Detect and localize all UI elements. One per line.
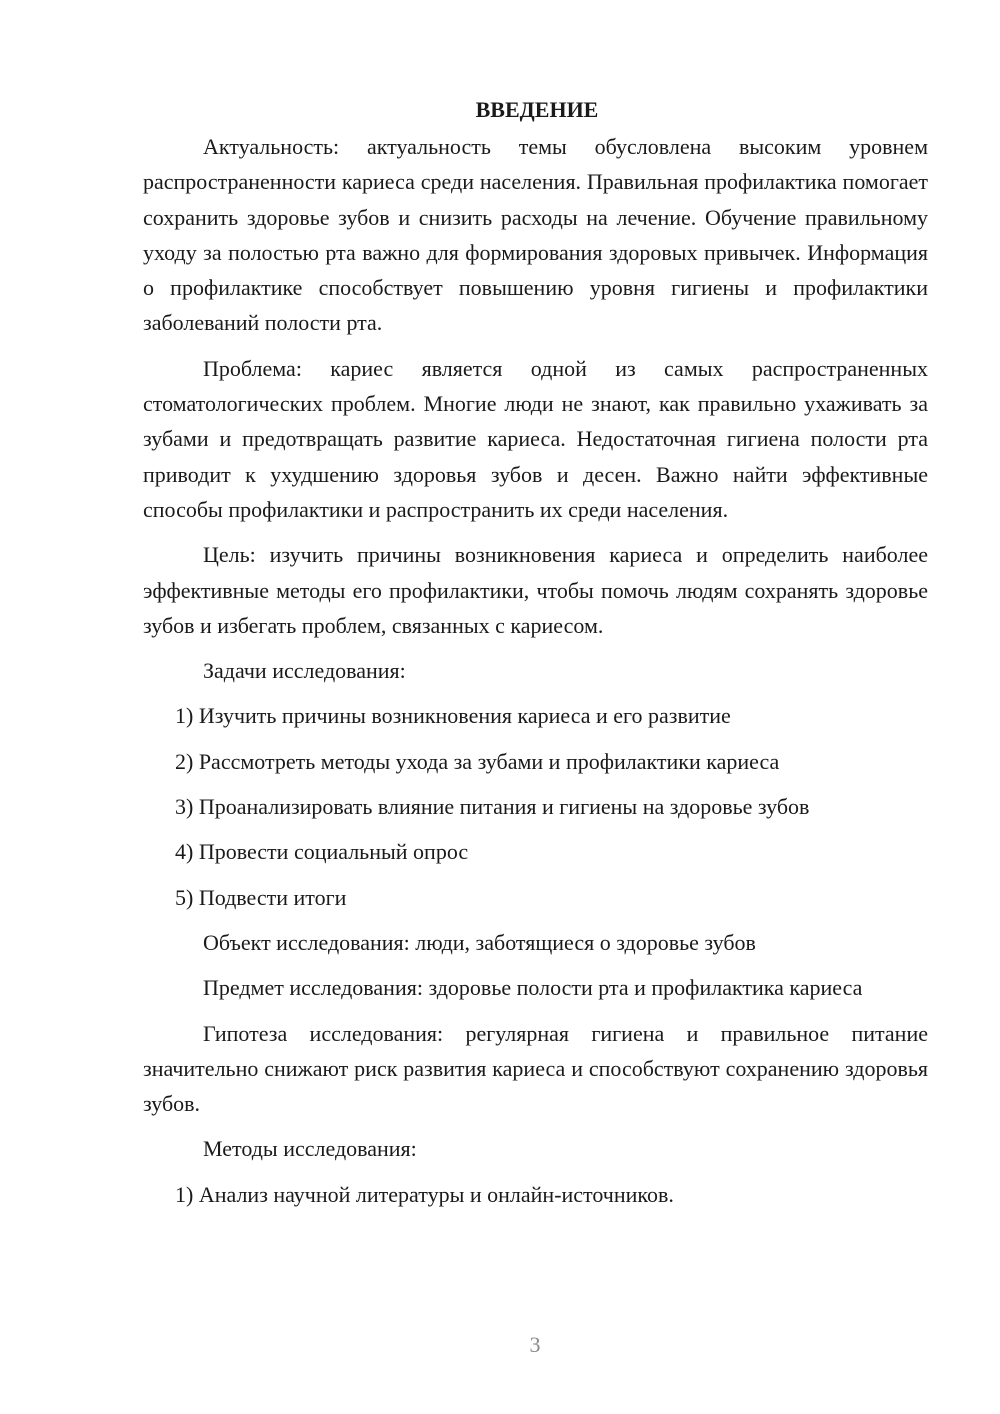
task-item: 3) Проанализировать влияние питания и гигиены на здоровье зубов (175, 794, 810, 820)
tasks-heading: Задачи исследования: (203, 658, 406, 684)
document-body (143, 92, 928, 1222)
subject-paragraph: Предмет исследования: здоровье полости рта и профилактика кариеса (203, 975, 863, 1001)
page-number: 3 (529, 1332, 541, 1357)
method-item: 1) Анализ научной литературы и онлайн-источников. (175, 1181, 674, 1207)
page-title: ВВЕДЕНИЕ (475, 97, 599, 122)
relevance-paragraph: Актуальность: актуальность темы обусловлена высоким уровнем распространенности кариеса среди населения. Правильная профилактика помогает сохранить здоровье зубов и снизить расходы на лечение. Обучение правильному уходу за полостью рта важно для формирования здоровых привычек. Информация о профилактике способствует повышению уровня гигиены и профилактики заболеваний полости рта. (143, 134, 928, 336)
hypothesis-paragraph: Гипотеза исследования: регулярная гигиена и правильное питание значительно снижают риск развития кариеса и способствуют сохранению здоровья зубов. (143, 1020, 928, 1117)
methods-heading: Методы исследования: (203, 1136, 417, 1162)
task-item: 2) Рассмотреть методы ухода за зубами и профилактики кариеса (175, 748, 780, 774)
task-item: 1) Изучить причины возникновения кариеса и его развитие (175, 703, 731, 729)
task-item: 5) Подвести итоги (175, 884, 347, 910)
object-paragraph: Объект исследования: люди, заботящиеся о здоровье зубов (203, 929, 756, 955)
goal-paragraph: Цель: изучить причины возникновения кариеса и определить наиболее эффективные методы его профилактики, чтобы помочь людям сохранять здоровье зубов и избегать проблем, связанных с кариесом. (143, 542, 928, 638)
task-item: 4) Провести социальный опрос (175, 839, 469, 865)
problem-paragraph: Проблема: кариес является одной из самых распространенных стоматологических проблем. Многие люди не знают, как правильно ухаживать за зубами и предотвращать развитие кариеса. Недостаточная гигиена полости рта приводит к ухудшению здоровья зубов и десен. Важно найти эффективные способы профилактики и распространить их среди населения. (143, 355, 928, 522)
